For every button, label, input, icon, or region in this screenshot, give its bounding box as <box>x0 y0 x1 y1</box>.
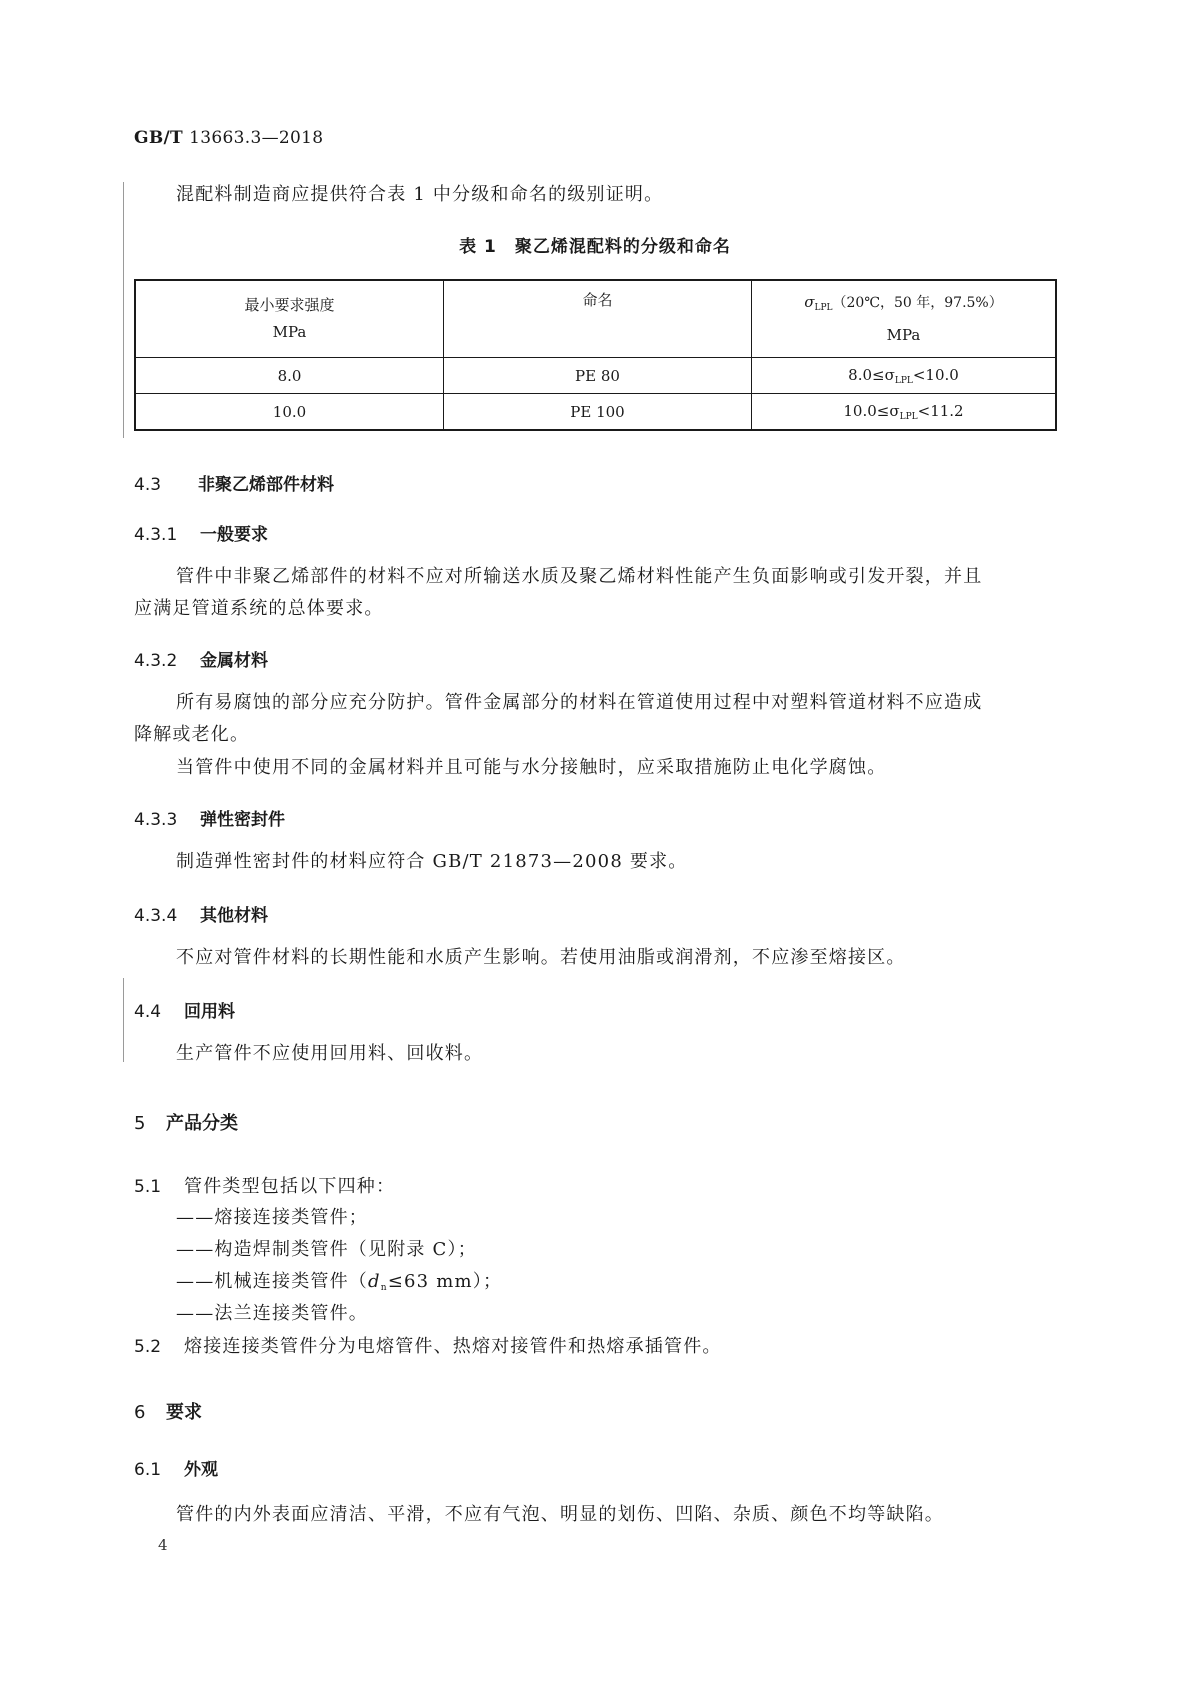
cell-designation: PE 80 <box>444 358 752 394</box>
section-number: 4.3 <box>134 475 162 495</box>
section-4-3-heading <box>134 470 334 495</box>
section-title: 金属材料 <box>200 651 268 671</box>
section-title: 弹性密封件 <box>200 810 285 830</box>
header-designation-label: 命名 <box>582 291 613 309</box>
range-lower: 10.0≤σ <box>843 401 900 420</box>
section-5-2-heading <box>134 1332 722 1358</box>
section-4-3-3-heading <box>134 805 285 830</box>
cell-mrs: 10.0 <box>135 394 444 431</box>
paragraph-line: 应满足管道系统的总体要求。 <box>134 598 384 619</box>
list-item-text: ≤63 mm）； <box>387 1271 503 1292</box>
cell-mrs: 8.0 <box>135 358 444 394</box>
section-title: 产品分类 <box>166 1113 238 1134</box>
section-5-heading <box>134 1109 238 1135</box>
table-header-row <box>135 280 1056 358</box>
standard-code: GB/T <box>134 128 183 148</box>
header-min-strength <box>135 280 444 358</box>
cell-sigma-range <box>752 394 1057 431</box>
range-upper: <10.0 <box>912 365 959 384</box>
section-number: 4.3.3 <box>134 810 178 830</box>
header-min-strength-label: 最小要求强度 <box>244 296 335 314</box>
header-sigma-subscript: LPL <box>814 303 833 313</box>
section-number: 5.2 <box>134 1337 162 1357</box>
section-title: 要求 <box>166 1402 202 1423</box>
margin-change-bar <box>123 182 124 438</box>
paragraph-line: 不应对管件材料的长期性能和水质产生影响。若使用油脂或润滑剂，不应渗至熔接区。 <box>176 947 906 968</box>
header-designation <box>444 280 752 358</box>
paragraph-line: 生产管件不应使用回用料、回收料。 <box>176 1043 484 1064</box>
section-text: 熔接连接类管件分为电熔管件、热熔对接管件和热熔承插管件。 <box>184 1336 722 1357</box>
margin-change-bar <box>123 978 124 1062</box>
section-number: 4.4 <box>134 1002 162 1022</box>
section-6-1-heading <box>134 1455 218 1480</box>
section-title: 非聚乙烯部件材料 <box>198 475 334 495</box>
header-sigma-unit: MPa <box>886 326 921 344</box>
list-item-text: ——机械连接类管件（ <box>176 1271 368 1292</box>
range-upper: <11.2 <box>917 401 964 420</box>
range-lower: 8.0≤σ <box>848 365 895 384</box>
table-row <box>135 394 1056 431</box>
section-title: 其他材料 <box>200 906 268 926</box>
section-6-heading <box>134 1398 202 1424</box>
section-title: 外观 <box>184 1460 218 1480</box>
table-caption: 表 1 聚乙烯混配料的分级和命名 <box>459 237 731 257</box>
section-number: 4.3.2 <box>134 651 178 671</box>
range-subscript: LPL <box>894 375 913 386</box>
section-5-1-heading <box>134 1172 395 1198</box>
cell-designation: PE 100 <box>444 394 752 431</box>
paragraph-line: 当管件中使用不同的金属材料并且可能与水分接触时，应采取措施防止电化学腐蚀。 <box>176 757 887 778</box>
list-item: ——构造焊制类管件（见附录 C）； <box>176 1239 477 1260</box>
list-item: ——熔接连接类管件； <box>176 1207 368 1228</box>
paragraph-line: 降解或老化。 <box>134 724 250 745</box>
section-number: 4.3.1 <box>134 525 178 545</box>
header-sigma-conditions: （20℃，50 年，97.5%） <box>832 295 1003 311</box>
cell-sigma-range <box>752 358 1057 394</box>
symbol-d: d <box>368 1271 381 1292</box>
range-subscript: LPL <box>899 411 918 422</box>
section-4-4-heading <box>134 997 235 1022</box>
section-4-3-2-heading <box>134 646 268 671</box>
section-number: 5 <box>134 1113 146 1134</box>
section-4-3-1-heading <box>134 520 268 545</box>
table-row <box>135 358 1056 394</box>
list-item <box>176 1267 502 1293</box>
standard-number-rest: 13663.3—2018 <box>189 128 324 148</box>
grading-table <box>134 279 1057 431</box>
standard-number <box>134 128 323 148</box>
list-item: ——法兰连接类管件。 <box>176 1303 368 1324</box>
header-sigma-symbol: σ <box>804 293 815 311</box>
section-4-3-4-heading <box>134 901 268 926</box>
section-number: 5.1 <box>134 1177 162 1197</box>
page-number: 4 <box>158 1536 168 1554</box>
section-number: 4.3.4 <box>134 906 178 926</box>
section-text: 管件类型包括以下四种： <box>184 1176 396 1197</box>
section-title: 一般要求 <box>200 525 268 545</box>
header-sigma-lpl <box>752 280 1057 358</box>
symbol-subscript: n <box>380 1283 388 1293</box>
header-min-strength-unit: MPa <box>272 323 307 341</box>
paragraph-line: 管件中非聚乙烯部件的材料不应对所输送水质及聚乙烯材料性能产生负面影响或引发开裂，并且 <box>176 566 983 587</box>
section-number: 6.1 <box>134 1460 162 1480</box>
paragraph-line: 制造弹性密封件的材料应符合 GB/T 21873—2008 要求。 <box>176 851 688 872</box>
paragraph-line: 管件的内外表面应清洁、平滑，不应有气泡、明显的划伤、凹陷、杂质、颜色不均等缺陷。 <box>176 1504 944 1525</box>
intro-paragraph: 混配料制造商应提供符合表 1 中分级和命名的级别证明。 <box>176 184 664 205</box>
paragraph-line: 所有易腐蚀的部分应充分防护。管件金属部分的材料在管道使用过程中对塑料管道材料不应造成 <box>176 692 983 713</box>
section-title: 回用料 <box>184 1002 235 1022</box>
section-number: 6 <box>134 1402 146 1423</box>
